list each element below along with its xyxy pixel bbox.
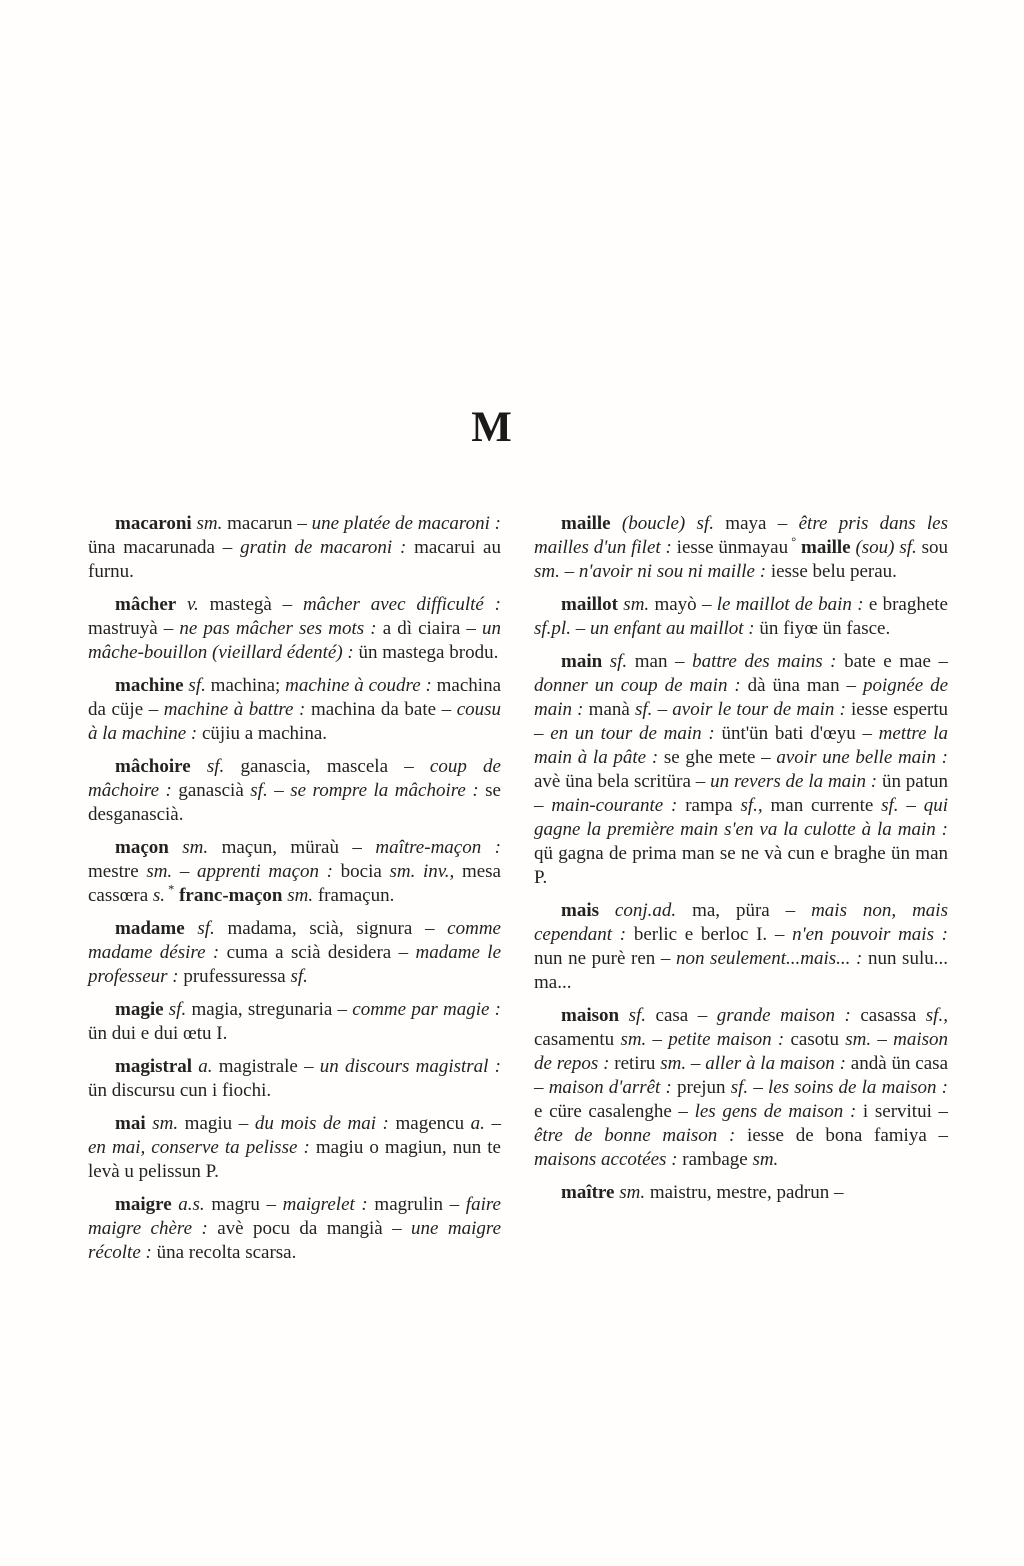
entry-text: une maigre récolte : (88, 1218, 501, 1263)
entry-text: machina da bate – (305, 699, 457, 720)
entry-text: n'avoir ni sou ni maille : (578, 561, 767, 582)
entry-madame (88, 917, 501, 989)
entry-machine (88, 674, 501, 746)
entry-text: – (484, 1113, 501, 1134)
entry-text: machine à battre : (163, 699, 306, 720)
entry-text: magrulin – (367, 1194, 466, 1215)
entry-text: man currente (762, 795, 882, 816)
entry-text: üna recolta scarsa. (151, 1242, 297, 1263)
entry-text: maison de repos : (534, 1029, 949, 1074)
entry-text: sf. (602, 651, 628, 672)
entry-text: machine à coudre : (285, 675, 432, 696)
entry-text: macarui au furnu. (88, 537, 501, 582)
entry-text: s. (152, 885, 166, 906)
entry-text: en un tour de main : (550, 723, 715, 744)
entry-text: comme madame désire : (88, 918, 501, 963)
entry-text: avoir une belle main : (776, 747, 948, 768)
entry-text: macarun – (222, 513, 312, 534)
entry-text: ganascià (171, 780, 251, 801)
entry-text: (sou) sf. (850, 537, 917, 558)
entry-text: ma, püra – (676, 900, 812, 921)
entry-text: ün discursu cun i fiochi. (88, 1080, 272, 1101)
entry-maigre (88, 1193, 501, 1265)
entry-text: rampa (677, 795, 741, 816)
headword: maille (796, 537, 851, 558)
entry-text: – (646, 1029, 669, 1050)
entry-mâchoire (88, 755, 501, 827)
entry-text: casa – (646, 1005, 717, 1026)
entry-text: v. (176, 594, 199, 615)
entry-text: madame le professeur : (88, 942, 501, 987)
entry-text: ° (788, 534, 797, 549)
entry-text: battre des mains : (692, 651, 837, 672)
headword: mai (115, 1113, 146, 1134)
entry-text: – (898, 795, 924, 816)
entry-magie (88, 998, 501, 1046)
headword: main (561, 651, 603, 672)
entry-text: sf. (290, 966, 308, 987)
entry-text: magiu – (178, 1113, 255, 1134)
entry-text: framaçun. (313, 885, 395, 906)
entry-text: qui gagne la première main s'en va la culotte à la main : (534, 795, 948, 840)
entry-text: magru – (204, 1194, 283, 1215)
entry-text: prejun (671, 1077, 731, 1098)
entry-text: iesse belu perau. (766, 561, 897, 582)
entry-text: mais non, mais cependant : (534, 900, 948, 945)
entry-text: sm. (145, 1113, 179, 1134)
entry-macaroni (88, 512, 501, 584)
entry-text: se rompre la mâchoire : (290, 780, 479, 801)
entry-text: se desganascià. (88, 780, 501, 825)
entry-text: aller à la maison : (705, 1053, 846, 1074)
entry-mai (88, 1112, 501, 1184)
entry-text: sf. (730, 1077, 749, 1098)
entry-maison (534, 1004, 948, 1172)
entry-text: machina; (205, 675, 286, 696)
entry-mâcher (88, 593, 501, 665)
entry-text: üna macarunada – (88, 537, 241, 558)
entry-maître (534, 1181, 948, 1205)
entry-text: les soins de la maison : (768, 1077, 949, 1098)
headword: maître (561, 1182, 615, 1203)
entry-text: ganascia, mascela – (224, 756, 430, 777)
entry-text: – (652, 699, 673, 720)
entry-text: un revers de la main : (710, 771, 878, 792)
entry-text: – (686, 1053, 706, 1074)
entry-text: sou (916, 537, 948, 558)
entry-maille (534, 512, 948, 584)
entry-text: a dì ciaira – (376, 618, 482, 639)
entry-text: petite maison : (668, 1029, 785, 1050)
text-columns (88, 512, 948, 1274)
entry-text: maistru, mestre, padrun – (645, 1182, 844, 1203)
entry-text: conj.ad. (599, 900, 677, 921)
entry-text: magiu o magiun, nun te levà u pelissun P. (88, 1137, 501, 1182)
entry-text: magistrale – (212, 1056, 320, 1077)
entry-mais (534, 899, 948, 995)
entry-text: un mâche-bouillon (vieillard édenté) : (88, 618, 501, 663)
entry-text: main-courante : (551, 795, 678, 816)
entry-text: une platée de macaroni : (311, 513, 501, 534)
entry-text: ünt'ün bati d'œyu – (714, 723, 879, 744)
entry-text: ün patun – (534, 771, 948, 816)
entry-text: retiru (609, 1053, 661, 1074)
headword: madame (115, 918, 185, 939)
entry-text: andà ün casa – (534, 1053, 949, 1098)
entry-text: bate e mae – (836, 651, 948, 672)
column-right (534, 512, 948, 1274)
entry-text: (boucle) sf. (610, 513, 714, 534)
entry-text: le maillot de bain : (716, 594, 864, 615)
entry-text: apprenti maçon : (197, 861, 333, 882)
entry-text: – (748, 1077, 769, 1098)
entry-text: maya – (713, 513, 799, 534)
entry-text: sm. (752, 1149, 779, 1170)
entry-text: avoir le tour de main : (672, 699, 846, 720)
entry-text: a. (470, 1113, 485, 1134)
entry-text: maigrelet : (282, 1194, 368, 1215)
entry-text: casassa (850, 1005, 926, 1026)
entry-text: avè üna bela scritüra – (534, 771, 711, 792)
headword: magistral (115, 1056, 193, 1077)
entry-text: iesse de bona famiya – (735, 1125, 948, 1146)
entry-text: rambage (677, 1149, 753, 1170)
entry-text: cuma a scià desidera – (219, 942, 416, 963)
entry-maillot (534, 593, 948, 641)
entry-text: a. (192, 1056, 213, 1077)
entry-text: mastruyà – (88, 618, 180, 639)
entry-text: sf. (183, 675, 206, 696)
entry-text: sm. (845, 1029, 872, 1050)
entry-text: gratin de macaroni : (240, 537, 407, 558)
entry-text: sm. (191, 513, 223, 534)
entry-text: e cüre casalenghe – (534, 1101, 695, 1122)
entry-text: les gens de maison : (694, 1101, 857, 1122)
entry-text: mâcher avec difficulté : (302, 594, 501, 615)
entry-text: madama, scià, signura – (214, 918, 448, 939)
entry-text: sf. (881, 795, 899, 816)
entry-text: sf. (163, 999, 187, 1020)
entry-text: casotu (784, 1029, 846, 1050)
entry-text: se ghe mete – (658, 747, 777, 768)
entry-text: sm. (168, 837, 209, 858)
headword: maison (561, 1005, 620, 1026)
entry-text: casamentu (534, 1029, 621, 1050)
entry-text: sf. (184, 918, 215, 939)
entry-text: n'en pouvoir mais : (792, 924, 948, 945)
entry-text: magia, stregunaria – (186, 999, 353, 1020)
entry-text: sf. (619, 1005, 647, 1026)
entry-text: mesa cassœra (88, 861, 501, 906)
entry-text: sm. (660, 1053, 687, 1074)
entry-text: sf. (250, 780, 268, 801)
entry-text: nun ne purè ren – (534, 948, 676, 969)
section-letter-heading: M (471, 404, 513, 451)
headword: maille (561, 513, 611, 534)
entry-text: un discours magistral : (319, 1056, 501, 1077)
entry-text: sm. (534, 561, 560, 582)
entry-text: sm. inv., (389, 861, 455, 882)
entry-text: ün fiyœ ün fasce. (754, 618, 891, 639)
entry-text: sf. (190, 756, 225, 777)
entry-text: grande maison : (716, 1005, 851, 1026)
headword: franc-maçon (174, 885, 283, 906)
entry-text: iesse espertu – (534, 699, 948, 744)
entry-text: ün dui e dui œtu I. (88, 1023, 228, 1044)
entry-text: bocia (333, 861, 390, 882)
entry-text: sf., (740, 795, 763, 816)
entry-text: du mois de mai : (254, 1113, 389, 1134)
entry-text: sf. (634, 699, 653, 720)
entry-text: sm. (146, 861, 173, 882)
entry-text: coup de mâchoire : (88, 756, 501, 801)
entry-text: i servitui – (856, 1101, 949, 1122)
entry-text: mayò – (649, 594, 717, 615)
entry-text: sm. (282, 885, 314, 906)
entry-text: dà üna man – (740, 675, 863, 696)
entry-maçon (88, 836, 501, 908)
headword: mais (561, 900, 599, 921)
entry-text: être pris dans les mailles d'un filet : (534, 513, 948, 558)
headword: machine (115, 675, 184, 696)
entry-text: en mai, conserve ta pelisse : (88, 1137, 310, 1158)
headword: maigre (115, 1194, 172, 1215)
entry-text: donner un coup de main : (534, 675, 741, 696)
entry-text: ün mastega brodu. (353, 642, 499, 663)
entry-text: – (871, 1029, 894, 1050)
entry-text: qü gagna de prima man se ne và cun e braghe ün man P. (534, 843, 948, 888)
headword: mâcher (115, 594, 177, 615)
entry-text: – (267, 780, 291, 801)
entry-magistral (88, 1055, 501, 1103)
entry-text: maçun, müraù – (208, 837, 376, 858)
entry-text: machina da cüje – (88, 675, 501, 720)
entry-text: e braghete (863, 594, 948, 615)
entry-text: a.s. (171, 1194, 205, 1215)
entry-text: prufessuressa (178, 966, 291, 987)
entry-main (534, 650, 948, 890)
entry-text: maison d'arrêt : (548, 1077, 672, 1098)
entry-text: manà (583, 699, 635, 720)
entry-text: faire maigre chère : (88, 1194, 501, 1239)
entry-text: – (559, 561, 579, 582)
entry-text: cüjiu a machina. (197, 723, 328, 744)
entry-text: maisons accotées : (534, 1149, 678, 1170)
entry-text: * (165, 882, 175, 897)
headword: magie (115, 999, 164, 1020)
entry-text: berlic e berloc I. – (626, 924, 793, 945)
entry-text: avè pocu da mangià – (207, 1218, 412, 1239)
column-left (88, 512, 501, 1274)
entry-text: non seulement...mais... : (675, 948, 863, 969)
entry-text: comme par magie : (352, 999, 501, 1020)
entry-text: être de bonne maison : (534, 1125, 736, 1146)
entry-text: sm. (620, 1029, 647, 1050)
entry-text: man – (627, 651, 693, 672)
entry-text: sm. (614, 1182, 646, 1203)
entry-text: ne pas mâcher ses mots : (179, 618, 377, 639)
entry-text: maître-maçon : (375, 837, 501, 858)
entry-text: iesse ünmayau (671, 537, 789, 558)
entry-text: cousu à la machine : (88, 699, 502, 744)
entry-text: sf., (925, 1005, 948, 1026)
headword: mâchoire (115, 756, 191, 777)
headword: macaroni (115, 513, 192, 534)
entry-text: nun sulu... ma... (534, 948, 948, 993)
entry-text: mettre la main à la pâte : (534, 723, 949, 768)
entry-text: sf.pl. (534, 618, 571, 639)
headword: maçon (115, 837, 169, 858)
entry-text: – (172, 861, 198, 882)
entry-text: magencu (388, 1113, 471, 1134)
entry-text: – (570, 618, 590, 639)
entry-text: mastegà – (198, 594, 303, 615)
entry-text: mestre (88, 861, 147, 882)
headword: maillot (561, 594, 618, 615)
entry-text: un enfant au maillot : (589, 618, 755, 639)
entry-text: poignée de main : (534, 675, 948, 720)
entry-text: sm. (618, 594, 650, 615)
